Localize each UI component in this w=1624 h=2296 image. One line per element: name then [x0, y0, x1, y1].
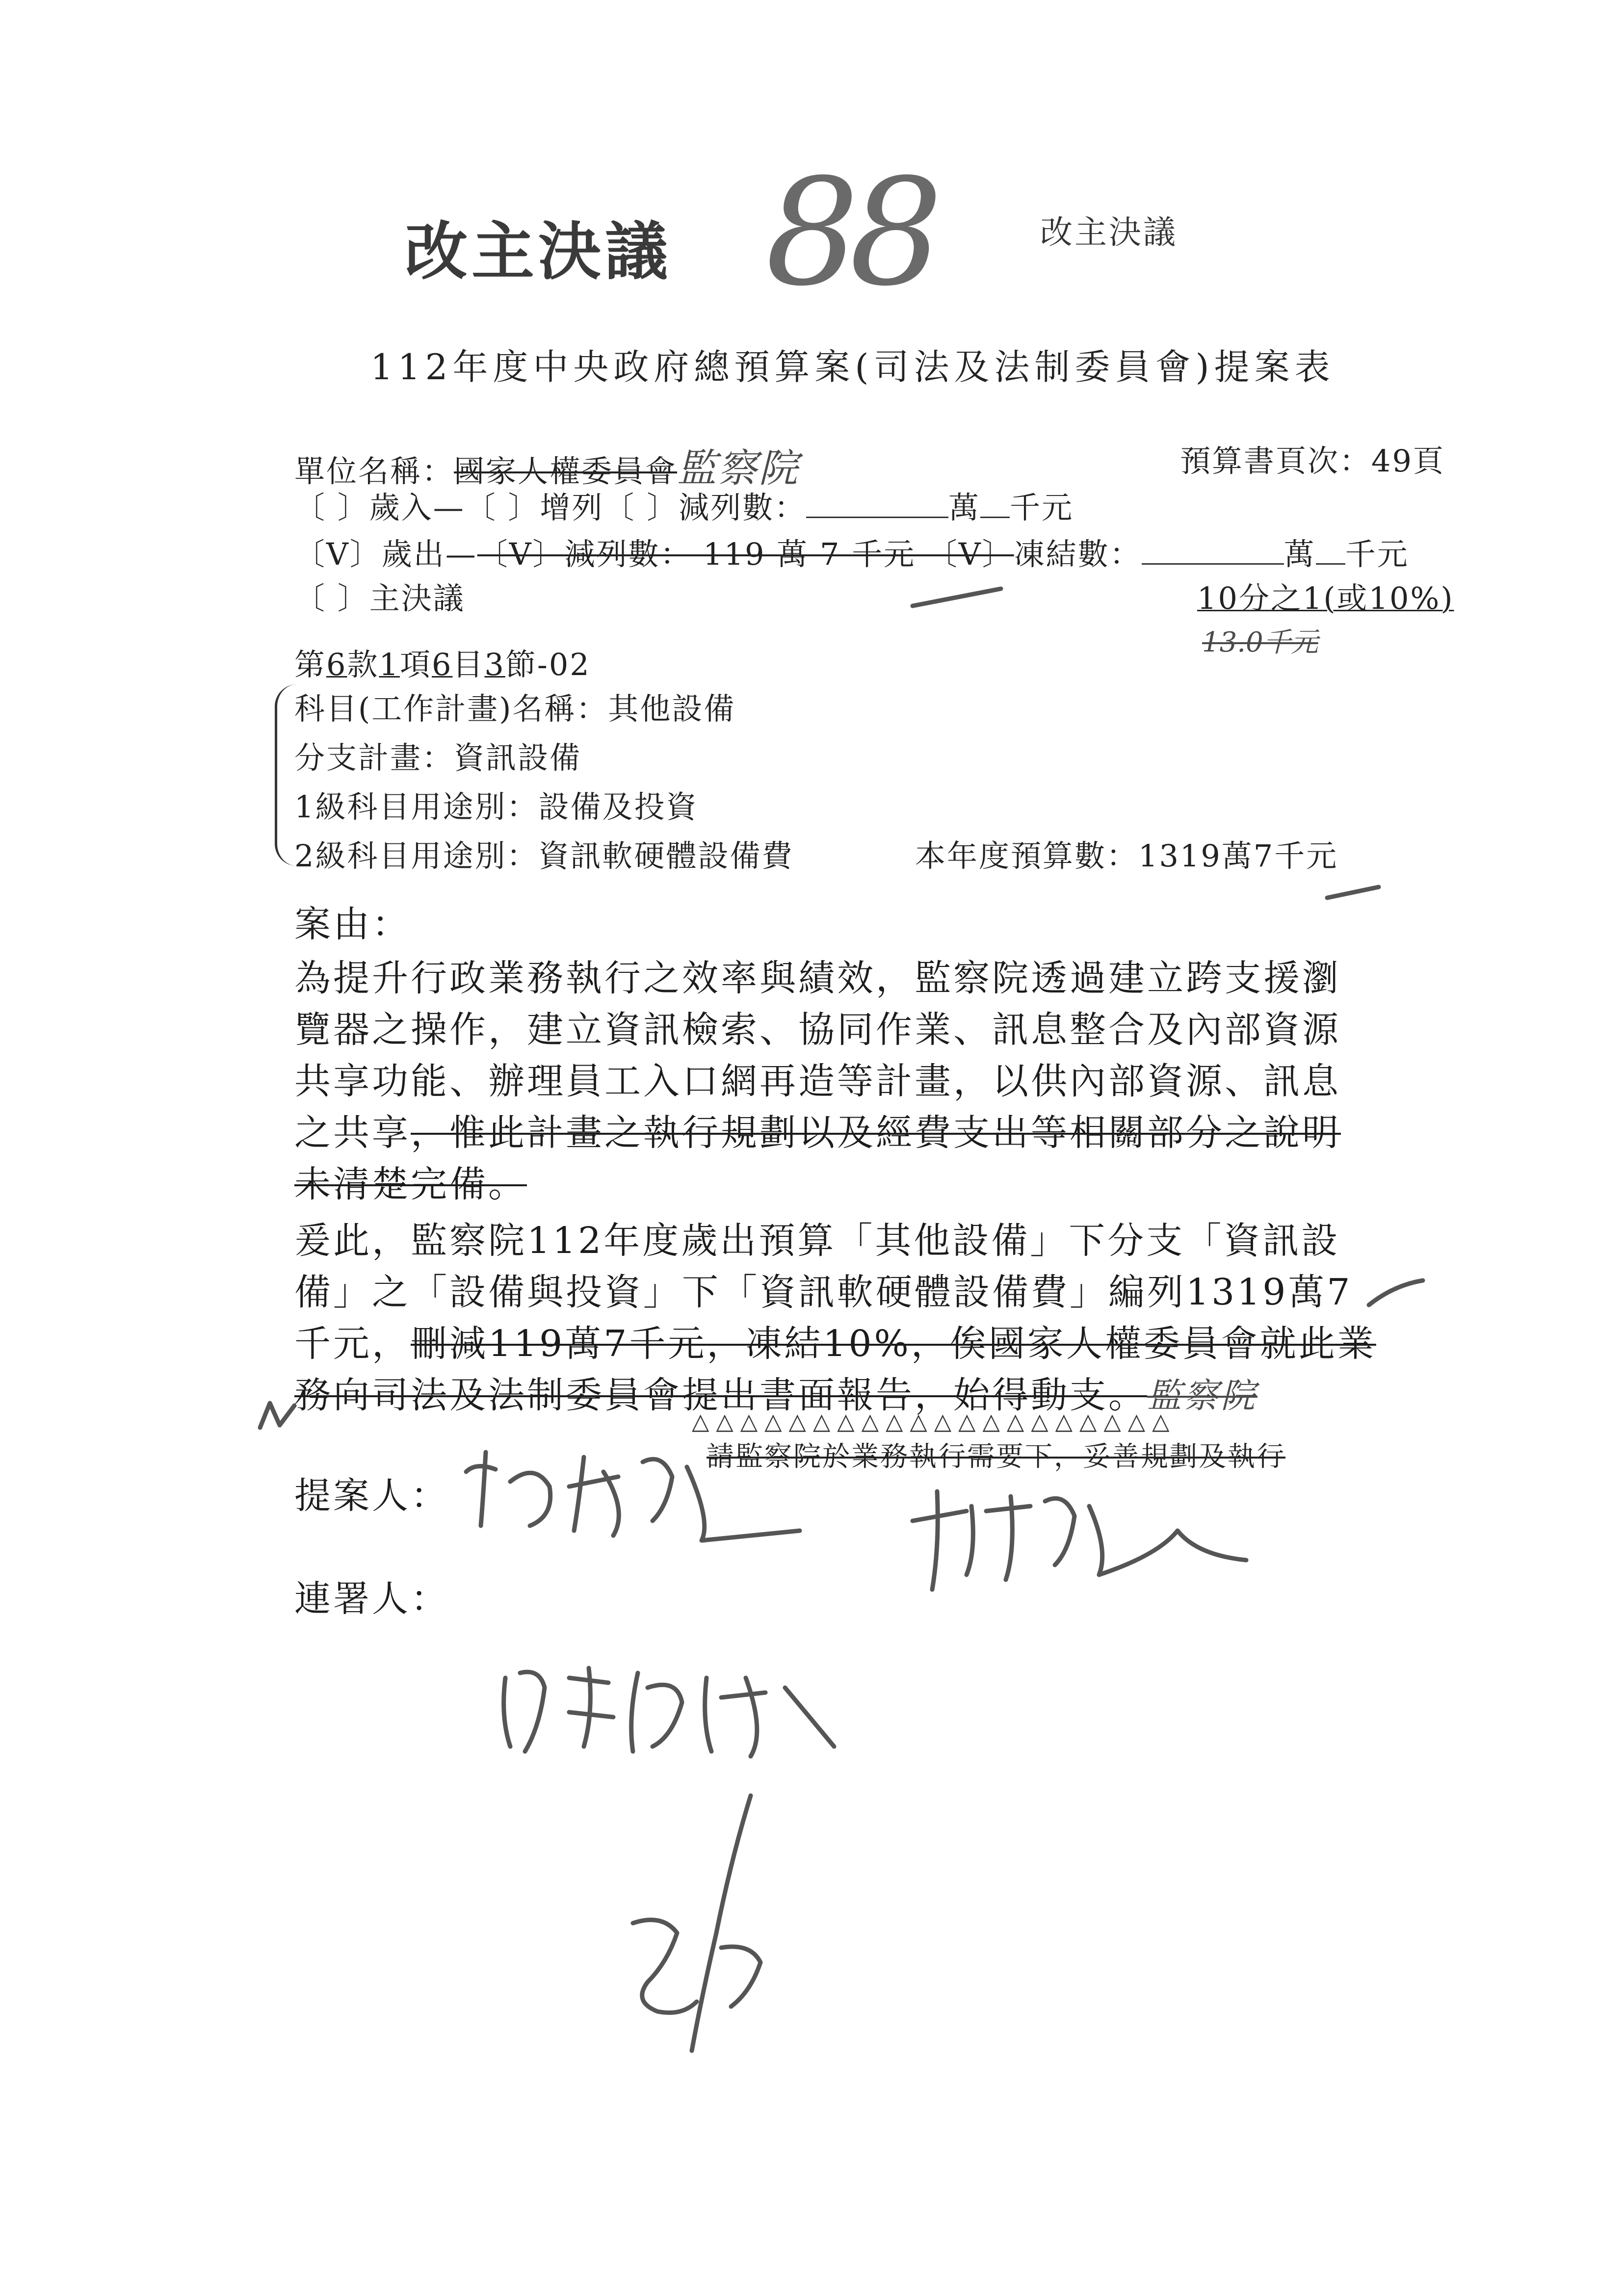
revenue-unit-2: 千元 [1010, 490, 1074, 525]
revenue-text: 〔 〕歲入—〔 〕增列〔 〕減列數： [294, 490, 807, 525]
proposer-label: 提案人： [294, 1475, 449, 1517]
section-value-4: 3 [484, 647, 505, 682]
page-ref [1180, 437, 1445, 480]
revenue-line [294, 483, 1074, 527]
resolution-stamp: 改主決議 [405, 215, 672, 288]
revenue-unit-1: 萬 [948, 490, 981, 525]
reason-struck: 務向司法及法制委員會提出書面報告，始得動支。 [294, 1374, 1147, 1416]
field-line: 2級科目用途別：資訊軟硬體設備費 [294, 838, 794, 874]
section-line [294, 640, 591, 684]
revenue-blank-2 [980, 516, 1010, 518]
insertion-marks: △△△△△△△△△△△△△△△△△△△△ [692, 1408, 1177, 1435]
dash-mark [1325, 883, 1384, 903]
unit-original: 國家人權委員會 [454, 453, 678, 489]
freeze-blank-2 [1316, 563, 1345, 565]
revenue-blank-1 [806, 516, 948, 518]
field-line: 分支計畫：資訊設備 [294, 740, 582, 776]
freeze-unit-2: 千元 [1345, 536, 1409, 572]
section-value-3: 6 [431, 647, 453, 682]
reason-label: 案由： [294, 903, 411, 945]
section-part-5: 節-02 [505, 647, 591, 682]
unit-label: 單位名稱： [294, 453, 454, 489]
handwritten-number: 88 [765, 147, 933, 318]
reason-line: 覽器之操作，建立資訊檢索、協同作業、訊息整合及內部資源 [294, 1009, 1341, 1051]
section-part-3: 項 [399, 647, 432, 682]
fields-brace [275, 684, 297, 866]
struck-hand-note: 13.0千元 [1202, 626, 1318, 658]
reason-line: 未清楚完備。 [294, 1163, 527, 1205]
freeze-label: 凍結數： [1014, 536, 1142, 572]
reason-struck: ，惟此計畫之執行規劃以及經費支出等相關部分之說明 [411, 1112, 1341, 1154]
form-title: 112年度中央政府總預算案(司法及法制委員會)提案表 [370, 346, 1335, 388]
reason-line: 爰此，監察院112年度歲出預算「其他設備」下分支「資訊設 [294, 1220, 1340, 1262]
cosigner-signature-2 [603, 1786, 810, 2061]
reason-hand-correction: 監察院 [1147, 1376, 1257, 1416]
field-line: 科目(工作計畫)名稱：其他設備 [294, 691, 736, 727]
reason-line: 備」之「設備與投資」下「資訊軟硬體設備費」編列1319萬7 [294, 1271, 1353, 1313]
field-line: 1級科目用途別：設備及投資 [294, 789, 698, 825]
hand-stroke [1364, 1276, 1428, 1315]
reason-line: 共享功能、辦理員工入口網再造等計畫，以供內部資源、訊息 [294, 1060, 1341, 1102]
reason-line: 為提升行政業務執行之效率與績效，監察院透過建立跨支援瀏 [294, 957, 1341, 999]
reason-line [294, 1315, 1376, 1367]
section-part-1: 第 [294, 647, 327, 682]
section-value-1: 6 [326, 647, 347, 682]
expense-prefix: 〔V〕歲出— [294, 536, 477, 572]
proposer-signature-2 [903, 1477, 1256, 1594]
section-part-2: 款 [347, 647, 379, 682]
margin-mark [255, 1398, 299, 1433]
budget-amount: 本年度預算數：1319萬7千元 [915, 838, 1338, 874]
freeze-blank-1 [1142, 563, 1284, 565]
main-resolution: 〔 〕主決議 [294, 580, 465, 616]
cosigner-label: 連署人： [294, 1578, 449, 1620]
revision-note: 請監察院於業務執行需要下，妥善規劃及執行 [707, 1441, 1285, 1473]
page-unit: 頁 [1413, 443, 1445, 479]
reason-kept: 之共享 [294, 1112, 411, 1154]
reason-kept: 千元， [294, 1323, 411, 1365]
header-note: 改主決議 [1040, 213, 1178, 251]
section-part-4: 目 [452, 647, 485, 682]
reason-line [294, 1104, 1341, 1156]
cosigner-signature-1 [491, 1658, 854, 1766]
page-value: 49 [1371, 443, 1413, 479]
expense-line [294, 530, 1409, 574]
freeze-unit-1: 萬 [1283, 536, 1316, 572]
section-value-2: 1 [379, 647, 400, 682]
unit-handwritten: 監察院 [677, 445, 800, 491]
reason-struck: 刪減119萬7千元，凍結10%，俟國家人權委員會就此業 [411, 1323, 1376, 1365]
page-label: 預算書頁次： [1180, 443, 1372, 479]
expense-struck: 〔V〕減列數： 119 萬 7 千元 〔V〕 [477, 536, 1014, 572]
struck-ratio: 10分之1(或10%) [1197, 580, 1454, 616]
tick-mark [908, 584, 1006, 613]
proposer-signature [456, 1442, 810, 1550]
